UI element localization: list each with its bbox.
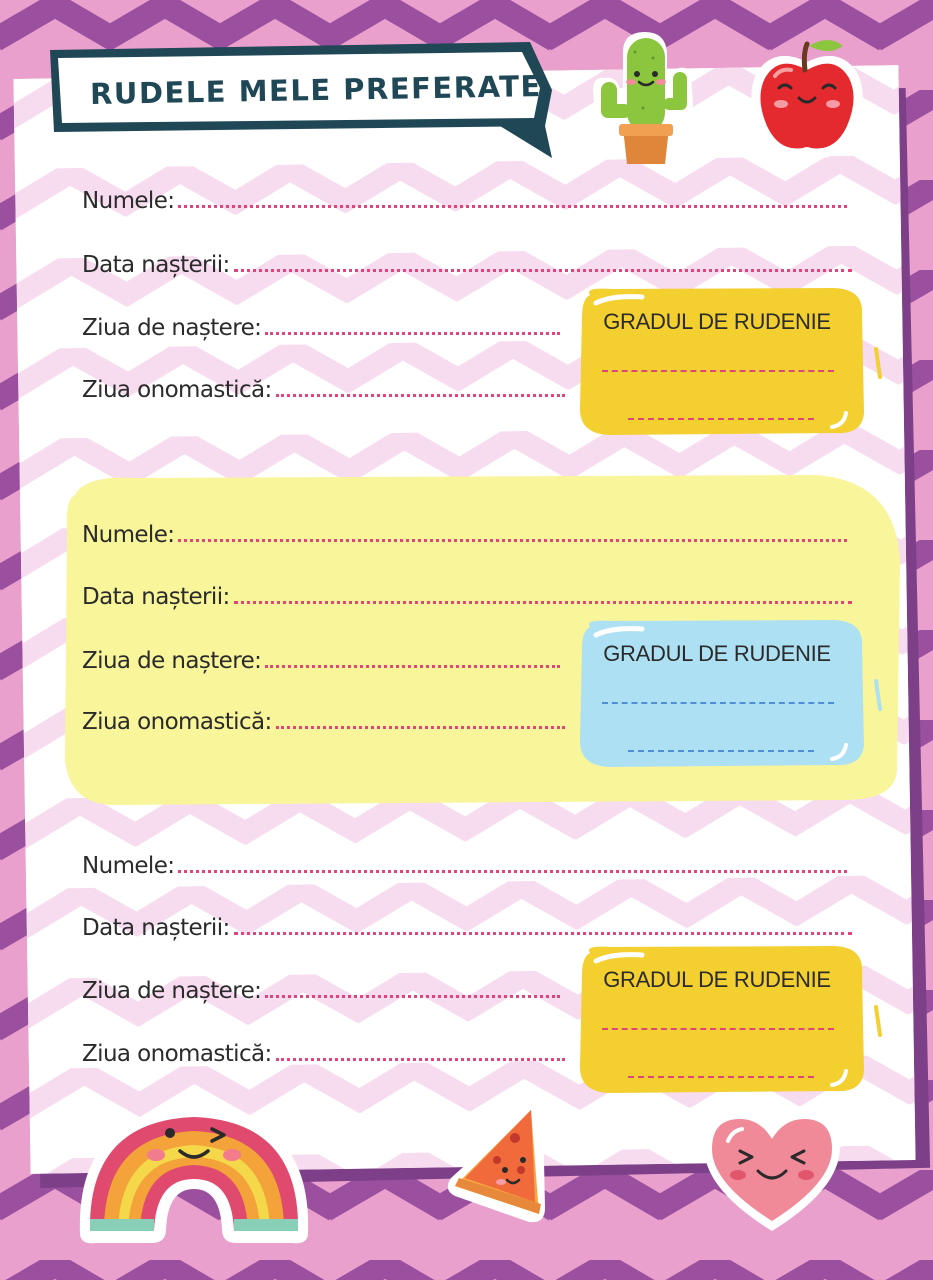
field-name-day[interactable] <box>82 1033 565 1067</box>
badge-input-line[interactable] <box>628 1076 814 1078</box>
field-birth-date[interactable] <box>82 907 852 941</box>
relationship-badge <box>572 285 892 445</box>
field-label: Ziua de naștere: <box>82 978 262 1004</box>
pizza-icon <box>443 1100 553 1228</box>
field-birth-date[interactable] <box>82 576 852 610</box>
input-line[interactable] <box>276 1058 565 1061</box>
input-line[interactable] <box>276 394 565 397</box>
field-label: Ziua de naștere: <box>82 315 262 341</box>
field-label: Ziua onomastică: <box>82 709 272 735</box>
field-label: Data nașterii: <box>82 915 230 941</box>
rainbow-icon <box>72 1093 317 1248</box>
input-line[interactable] <box>178 870 847 873</box>
field-name[interactable] <box>82 514 847 548</box>
field-birthday[interactable] <box>82 970 560 1004</box>
badge-input-line[interactable] <box>628 418 814 420</box>
badge-input-line[interactable] <box>602 1028 834 1030</box>
field-name[interactable] <box>82 180 847 214</box>
badge-input-line[interactable] <box>602 702 834 704</box>
input-line[interactable] <box>234 932 852 935</box>
input-line[interactable] <box>178 205 847 208</box>
apple-icon <box>745 32 870 170</box>
heart-icon <box>700 1105 845 1235</box>
badge-title: GRADUL DE RUDENIE <box>603 967 831 992</box>
badge-title: GRADUL DE RUDENIE <box>603 309 831 334</box>
field-label: Numele: <box>82 188 175 214</box>
field-label: Numele: <box>82 522 175 548</box>
field-label: Ziua onomastică: <box>82 1041 272 1067</box>
input-line[interactable] <box>276 726 565 729</box>
input-line[interactable] <box>234 269 852 272</box>
input-line[interactable] <box>265 332 560 335</box>
field-label: Ziua onomastică: <box>82 377 272 403</box>
input-line[interactable] <box>178 539 847 542</box>
badge-title: GRADUL DE RUDENIE <box>603 641 831 666</box>
badge-input-line[interactable] <box>628 750 814 752</box>
field-label: Data nașterii: <box>82 584 230 610</box>
input-line[interactable] <box>265 665 560 668</box>
input-line[interactable] <box>234 601 852 604</box>
field-birthday[interactable] <box>82 307 560 341</box>
field-label: Numele: <box>82 853 175 879</box>
field-birth-date[interactable] <box>82 244 852 278</box>
field-label: Data nașterii: <box>82 252 230 278</box>
field-name[interactable] <box>82 845 847 879</box>
field-label: Ziua de naștere: <box>82 648 262 674</box>
page-title: RUDELE MELE PREFERATE <box>89 69 543 111</box>
cactus-icon <box>585 28 705 170</box>
relationship-badge <box>572 617 892 777</box>
badge-input-line[interactable] <box>602 370 834 372</box>
relationship-badge <box>572 943 892 1103</box>
input-line[interactable] <box>265 995 560 998</box>
field-name-day[interactable] <box>82 369 565 403</box>
field-birthday[interactable] <box>82 640 560 674</box>
field-name-day[interactable] <box>82 701 565 735</box>
